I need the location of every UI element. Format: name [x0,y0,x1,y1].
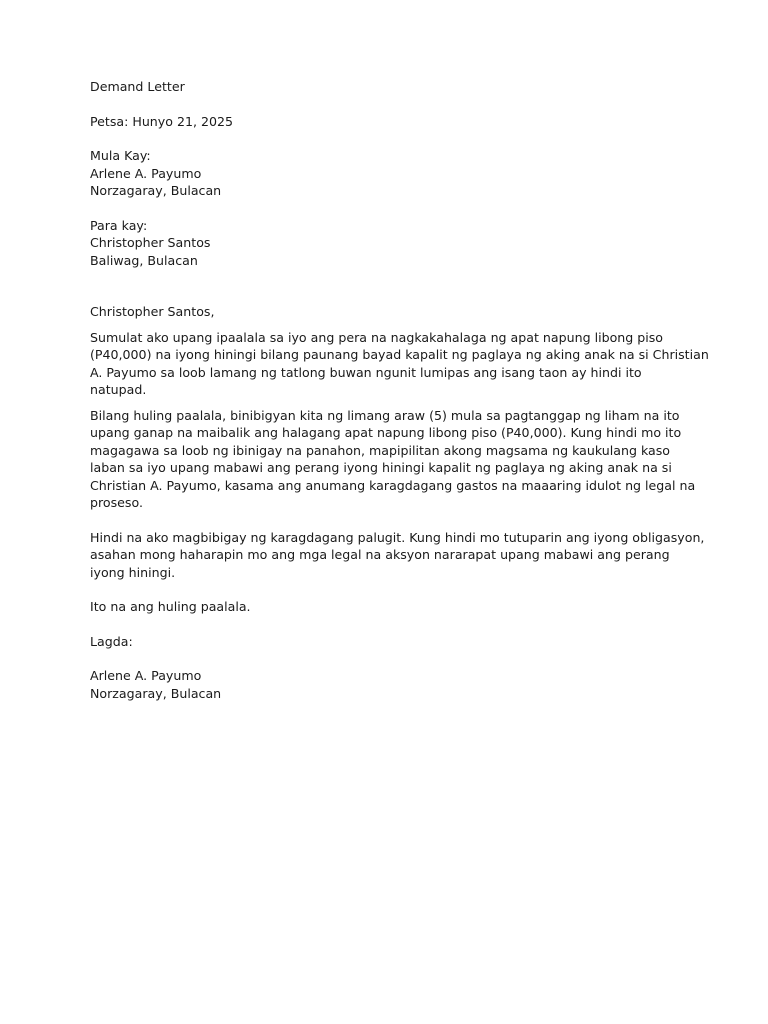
letter-page [90,78,709,702]
closing-line: Ito na ang huling paalala. [90,599,251,614]
paragraph-line: Hindi na ako magbibigay ng karagdagang palugit. Kung hindi mo tutuparin ang iyong obligasyon, [90,529,705,545]
sender-name: Arlene A. Payumo [90,165,202,181]
paragraph-line: proseso. [90,495,143,510]
letter-date: Petsa: Hunyo 21, 2025 [90,113,234,129]
sender-address: Norzagaray, Bulacan [90,183,222,198]
paragraph-line: Bilang huling paalala, binibigyan kita ng limang araw (5) mula sa pagtanggap ng liham na ito [90,407,680,423]
paragraph-line: natupad. [90,382,147,397]
body-paragraph-2 [90,407,696,512]
recipient-block [90,217,690,270]
sender-block [90,147,690,200]
letter-title: Demand Letter [90,79,185,94]
paragraph-line: upang ganap na maibalik ang halagang apat napung libong piso (P40,000). Kung hindi mo ito [90,425,682,440]
body-paragraph-1 [90,329,709,399]
paragraph-line: (P40,000) na iyong hiningi bilang paunang bayad kapalit ng paglaya ng aking anak na si Christian [90,347,709,362]
paragraph-line: iyong hiningi. [90,564,176,580]
paragraph-line: A. Payumo sa loob lamang ng tatlong buwan ngunit lumipas ang isang taon ay hindi ito [90,364,642,380]
signature-label: Lagda: [90,633,133,649]
recipient-address: Baliwag, Bulacan [90,252,198,268]
paragraph-line: magagawa sa loob ng ibinigay na panahon, mapipilitan akong magsama ng kaukulang kaso [90,442,671,458]
sender-label: Mula Kay: [90,148,151,163]
paragraph-line: asahan mong haharapin mo ang mga legal na aksyon nararapat upang mabawi ang perang [90,547,670,562]
recipient-label: Para kay: [90,217,148,233]
signatory-block [90,667,690,702]
salutation: Christopher Santos, [90,304,215,319]
signatory-address: Norzagaray, Bulacan [90,685,222,701]
paragraph-line: Christian A. Payumo, kasama ang anumang karagdagang gastos na maaaring idulot ng legal na [90,477,696,493]
body-paragraph-3 [90,529,705,582]
recipient-name: Christopher Santos [90,235,211,250]
paragraph-line: laban sa iyo upang mabawi ang perang iyong hiningi kapalit ng paglaya ng aking anak na si [90,460,672,475]
signatory-name: Arlene A. Payumo [90,668,202,683]
paragraph-line: Sumulat ako upang ipaalala sa iyo ang pera na nagkakahalaga ng apat napung libong piso [90,329,664,345]
